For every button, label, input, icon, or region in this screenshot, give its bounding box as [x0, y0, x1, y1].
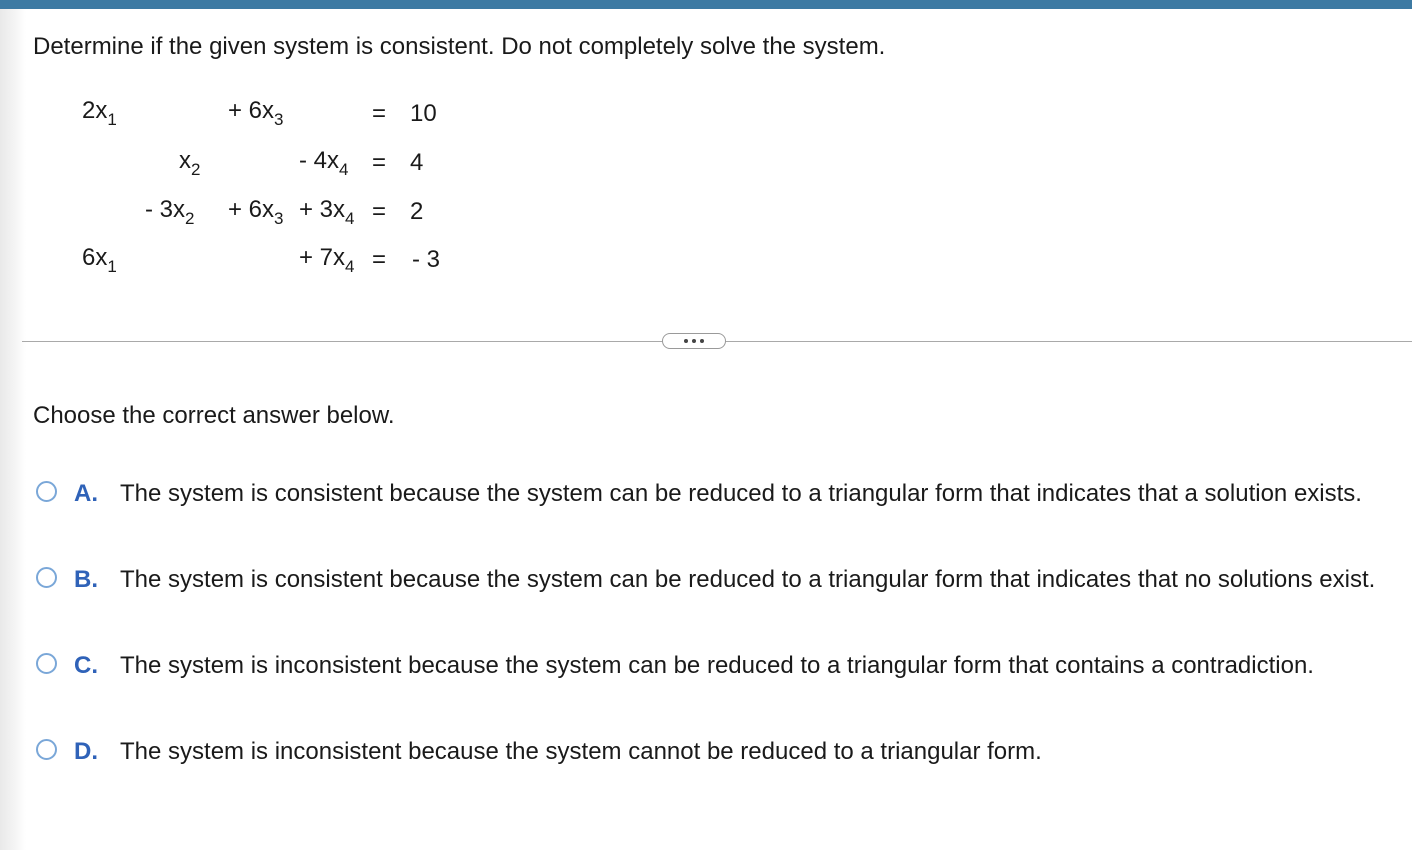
- option-text[interactable]: The system is inconsistent because the system can be reduced to a triangular form that contains a contradiction.: [120, 652, 1314, 679]
- option-text[interactable]: The system is inconsistent because the system cannot be reduced to a triangular form.: [120, 738, 1042, 765]
- option-text[interactable]: The system is consistent because the system can be reduced to a triangular form that indicates that a solution exists.: [120, 480, 1362, 507]
- eq3-term-x2: - $3x_2$: [145, 196, 195, 228]
- eq3-equals: =: [372, 198, 387, 225]
- option-text[interactable]: The system is consistent because the system can be reduced to a triangular form that indicates that no solutions exist.: [120, 566, 1376, 593]
- eq2-equals: =: [372, 149, 387, 176]
- eq3-term-x3: + $6x_3$: [228, 196, 284, 228]
- ellipsis-icon: [692, 339, 696, 343]
- eq4-term-x1: $6x_1$: [82, 244, 117, 276]
- eq4-rhs: - 3: [412, 246, 441, 273]
- radio-button-c[interactable]: [36, 653, 57, 674]
- eq1-rhs: 10: [410, 100, 437, 127]
- radio-button-a[interactable]: [36, 481, 57, 502]
- more-button[interactable]: [662, 333, 726, 349]
- radio-button-b[interactable]: [36, 567, 57, 588]
- question-prompt: Determine if the given system is consistent. Do not completely solve the system.: [33, 33, 886, 60]
- option-letter: D.: [74, 738, 98, 765]
- ellipsis-icon: [684, 339, 688, 343]
- ellipsis-icon: [700, 339, 704, 343]
- answer-instruction: Choose the correct answer below.: [33, 402, 395, 429]
- eq3-rhs: 2: [410, 198, 424, 225]
- eq3-term-x4: + $3x_4$: [299, 196, 355, 228]
- option-letter: B.: [74, 566, 98, 593]
- radio-button-d[interactable]: [36, 739, 57, 760]
- eq1-term-x3: + $6x_3$: [228, 97, 284, 129]
- eq1-equals: =: [372, 100, 387, 127]
- option-letter: A.: [74, 480, 98, 507]
- eq1-term-x1: $2x_1$: [82, 97, 117, 129]
- eq2-term-x2: $x_2$: [179, 147, 201, 179]
- eq4-equals: =: [372, 246, 387, 273]
- eq4-term-x4: + $7x_4$: [299, 244, 355, 276]
- eq2-term-x4: - $4x_4$: [299, 147, 349, 179]
- equation-system: [0, 0, 600, 300]
- option-letter: C.: [74, 652, 98, 679]
- eq2-rhs: 4: [410, 149, 424, 176]
